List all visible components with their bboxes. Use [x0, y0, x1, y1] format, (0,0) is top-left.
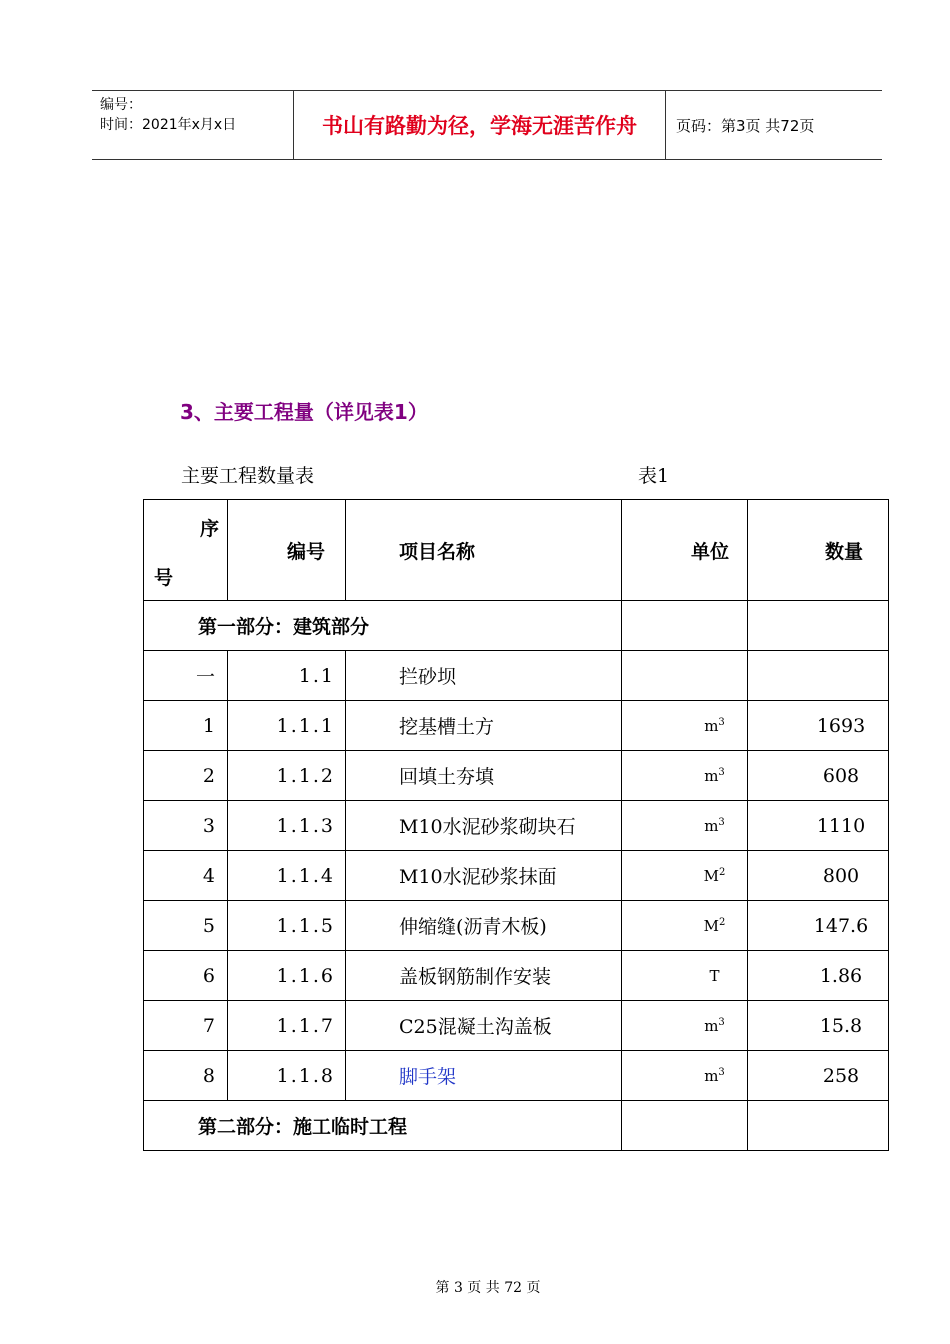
unit-base: m: [704, 1016, 719, 1035]
empty-cell: [622, 1101, 748, 1151]
header-unit: 单位: [622, 500, 748, 601]
row-unit: [622, 951, 748, 1001]
unit-exponent: 3: [718, 766, 725, 778]
group-name: 拦砂坝: [346, 651, 622, 701]
table-row: [144, 901, 889, 951]
group-seq: 一: [144, 651, 228, 701]
unit-base: m: [704, 1066, 719, 1085]
table-reference: 表1: [638, 465, 670, 487]
row-seq: 3: [144, 801, 228, 851]
row-unit: [622, 751, 748, 801]
unit-exponent: 3: [718, 716, 725, 728]
row-name: M10水泥砂浆砌块石: [346, 801, 622, 851]
empty-cell: [748, 601, 889, 651]
unit-exponent: 2: [718, 916, 726, 928]
part-row: [144, 601, 889, 651]
unit-base: T: [709, 966, 720, 985]
table-row: [144, 701, 889, 751]
header-meta: [92, 91, 293, 159]
row-code: 1.1.5: [228, 901, 346, 951]
row-seq: 5: [144, 901, 228, 951]
row-seq: 8: [144, 1051, 228, 1101]
unit-exponent: 3: [718, 816, 725, 828]
table-row: [144, 1001, 889, 1051]
row-code: 1.1.7: [228, 1001, 346, 1051]
quantity-table: [143, 499, 889, 1151]
part-row: [144, 1101, 889, 1151]
row-name: 盖板钢筋制作安装: [346, 951, 622, 1001]
row-seq: 7: [144, 1001, 228, 1051]
row-seq: 4: [144, 851, 228, 901]
unit-base: M: [703, 866, 719, 885]
row-qty: 1.86: [748, 951, 889, 1001]
page-footer: 第 3 页 共 72 页: [435, 1280, 541, 1296]
row-code: 1.1.8: [228, 1051, 346, 1101]
header-name: 项目名称: [346, 500, 622, 601]
table-row: [144, 951, 889, 1001]
header-code: 编号: [228, 500, 346, 601]
row-seq: 6: [144, 951, 228, 1001]
group-row: [144, 651, 889, 701]
row-name: 挖基槽土方: [346, 701, 622, 751]
empty-cell: [622, 651, 748, 701]
row-unit: [622, 851, 748, 901]
row-qty: 1693: [748, 701, 889, 751]
row-qty: 15.8: [748, 1001, 889, 1051]
row-qty: 258: [748, 1051, 889, 1101]
table-header-row: [144, 500, 889, 601]
row-name: M10水泥砂浆抹面: [346, 851, 622, 901]
table-caption: 主要工程数量表: [181, 465, 315, 487]
section-heading: 3、主要工程量（详见表1）: [180, 400, 428, 424]
header-time-label: 时间：2021年x月x日: [100, 117, 237, 133]
empty-cell: [622, 601, 748, 651]
row-name: 回填土夯填: [346, 751, 622, 801]
unit-base: m: [704, 716, 719, 735]
unit-exponent: 3: [718, 1016, 725, 1028]
header-qty: 数量: [748, 500, 889, 601]
row-code: 1.1.4: [228, 851, 346, 901]
table-row: [144, 801, 889, 851]
row-seq: 2: [144, 751, 228, 801]
empty-cell: [748, 1101, 889, 1151]
unit-base: m: [704, 766, 719, 785]
header-seq-bottom: 号: [154, 567, 174, 589]
header-motto: 书山有路勤为径，学海无涯苦作舟: [293, 91, 666, 159]
row-name: 脚手架: [346, 1051, 622, 1101]
row-unit: [622, 901, 748, 951]
unit-exponent: 2: [718, 866, 726, 878]
header-page-info: 页码：第3页 共72页: [676, 116, 815, 135]
row-qty: 800: [748, 851, 889, 901]
row-unit: [622, 801, 748, 851]
row-qty: 608: [748, 751, 889, 801]
page-header: [92, 90, 882, 160]
row-seq: 1: [144, 701, 228, 751]
unit-base: m: [704, 816, 719, 835]
row-qty: 1110: [748, 801, 889, 851]
row-qty: 147.6: [748, 901, 889, 951]
row-unit: [622, 1001, 748, 1051]
row-code: 1.1.2: [228, 751, 346, 801]
table-row: [144, 751, 889, 801]
group-code: 1.1: [228, 651, 346, 701]
row-unit: [622, 1051, 748, 1101]
table-row: [144, 1051, 889, 1101]
row-name: 伸缩缝(沥青木板): [346, 901, 622, 951]
header-seq-top: 序: [199, 518, 219, 540]
row-code: 1.1.6: [228, 951, 346, 1001]
part-title: 第一部分：建筑部分: [144, 601, 622, 651]
unit-base: M: [703, 916, 719, 935]
table-row: [144, 851, 889, 901]
row-name: C25混凝土沟盖板: [346, 1001, 622, 1051]
row-unit: [622, 701, 748, 751]
header-seq: [144, 500, 228, 601]
part-title: 第二部分：施工临时工程: [144, 1101, 622, 1151]
unit-exponent: 3: [718, 1066, 725, 1078]
row-code: 1.1.3: [228, 801, 346, 851]
empty-cell: [748, 651, 889, 701]
header-number-label: 编号：: [100, 97, 142, 113]
row-code: 1.1.1: [228, 701, 346, 751]
